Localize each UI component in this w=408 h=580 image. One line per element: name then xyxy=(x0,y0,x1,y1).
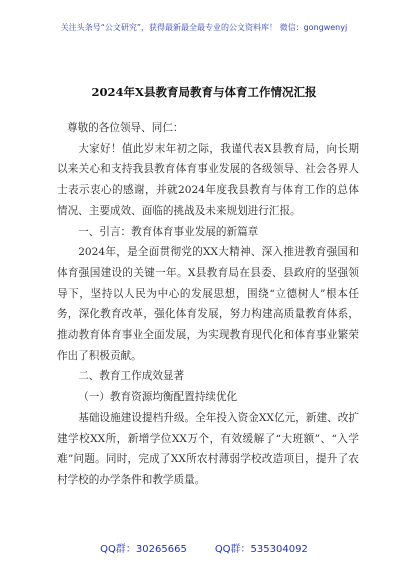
footer-qq-group-1: QQ群：30265665 xyxy=(100,544,187,555)
footer-qq-group-2: QQ群：535304092 xyxy=(214,544,308,555)
document-body xyxy=(57,118,359,491)
promo-banner: 关注头条号“公文研究”，获得最新最全最专业的公文资料库！ 微信：gongwenyj xyxy=(60,23,348,32)
paragraph-intro: 大家好！值此岁末年初之际，我谨代表X县教育局，向长期以来关心和支持我县教育体育事业发展的各级领导、社会各界人士表示衷心的感谢，并就2024年度我县教育与体育工作的总体情况、主要成效、面临的挑战及未来规划进行汇报。 xyxy=(57,142,359,217)
paragraph-infrastructure: 基础设施建设提档升级。全年投入资金XX亿元，新建、改扩建学校XX所，新增学位XX万个，有效缓解了“大班额”、“入学难”问题。同时，完成了XX所农村薄弱学校改造项目，提升了农村学校的办学条件和教学质量。 xyxy=(57,411,359,486)
document-title: 2024年X县教育局教育与体育工作情况汇报 xyxy=(91,85,317,99)
footer-contacts xyxy=(0,540,408,555)
subsection-heading-1: （一）教育资源均衡配置持续优化 xyxy=(78,391,238,404)
paragraph-2024: 2024年，是全面贯彻党的XX大精神、深入推进教育强国和体育强国建设的关键一年。X县教育局在县委、县政府的坚强领导下，坚持以人民为中心的发展思想，围绕“立德树人”根本任务，深化教育改革，强化体育发展，努力构建高质量教育体系，推动教育体育事业全面发展，为实现教育现代化和体育事业繁荣作出了积极贡献。 xyxy=(57,246,359,362)
greeting: 尊敬的各位领导、同仁： xyxy=(67,122,184,134)
section-heading-2: 二、教育工作成效显著 xyxy=(78,370,185,383)
section-heading-1: 一、引言：教育体育事业发展的新篇章 xyxy=(78,225,259,238)
